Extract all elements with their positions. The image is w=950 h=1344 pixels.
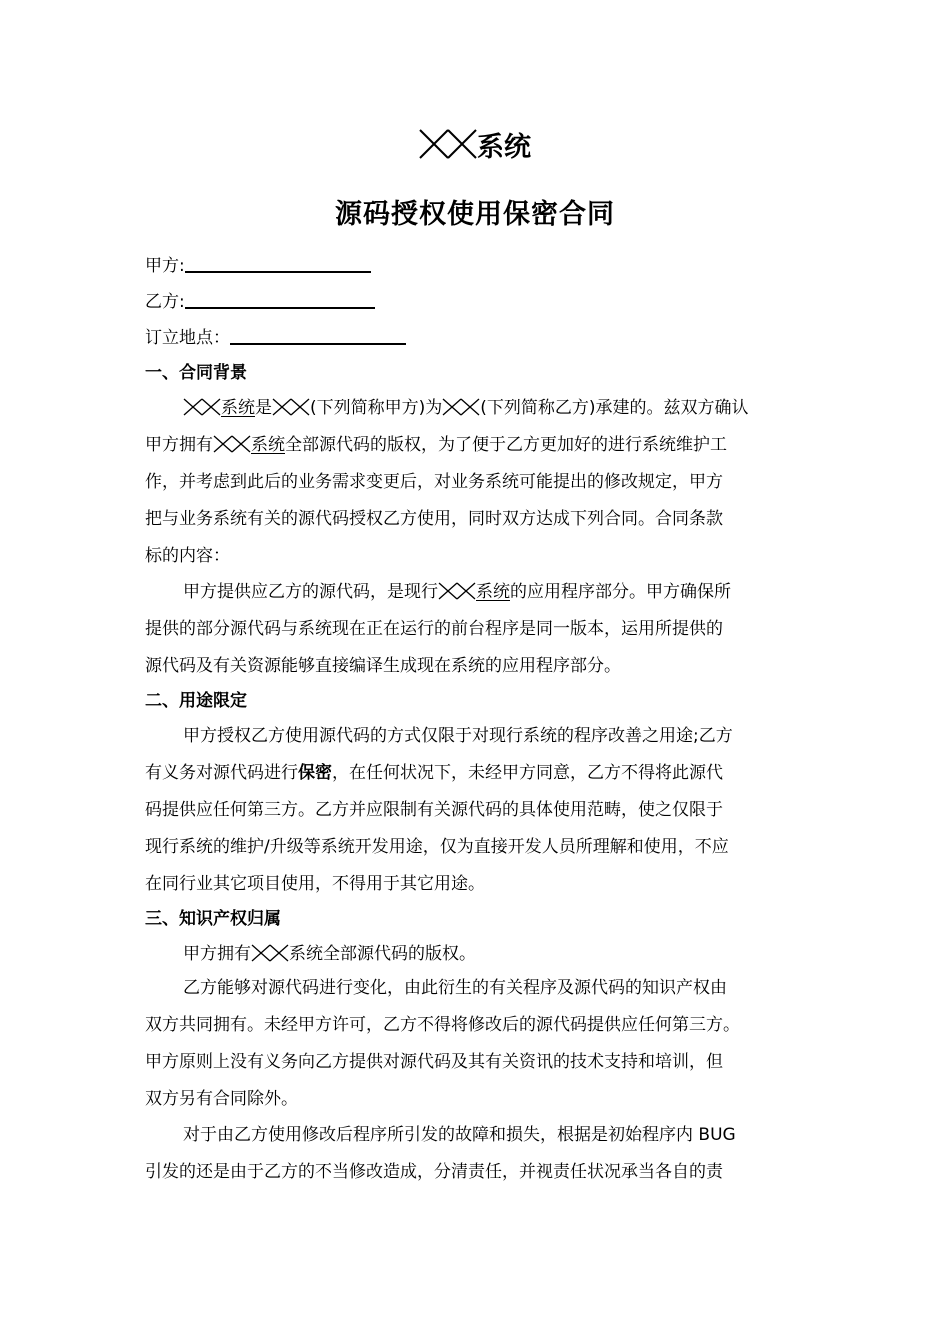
xx-placeholder-icon	[272, 398, 310, 416]
document-subtitle: 源码授权使用保密合同	[335, 199, 615, 230]
party-a-blank	[185, 253, 371, 273]
paragraph-line: 提供的部分源代码与系统现在正在运行的前台程序是同一版本，运用所提供的	[145, 619, 723, 639]
place-field: 订立地点：	[145, 325, 406, 349]
xx-placeholder-icon	[419, 129, 477, 159]
paragraph-line: 乙方能够对源代码进行变化，由此衍生的有关程序及源代码的知识产权由	[183, 978, 727, 998]
section-heading-2: 二、用途限定	[145, 691, 247, 711]
paragraph-line: 系统是 (下列简称甲方)为 (下列简称乙方)承建的。兹双方确认	[183, 396, 749, 420]
party-b-field: 乙方:	[145, 289, 375, 313]
paragraph-line: 现行系统的维护/升级等系统开发用途，仅为直接开发人员所理解和使用，不应	[145, 837, 729, 857]
paragraph-line: 把与业务系统有关的源代码授权乙方使用，同时双方达成下列合同。合同条款	[145, 509, 723, 529]
paragraph-line: 在同行业其它项目使用，不得用于其它用途。	[145, 874, 485, 894]
paragraph-line: 源代码及有关资源能够直接编译生成现在系统的应用程序部分。	[145, 656, 621, 676]
document-title: 系统	[0, 128, 950, 168]
paragraph-line: 甲方原则上没有义务向乙方提供对源代码及其有关资讯的技术支持和培训，但	[145, 1052, 723, 1072]
paragraph-line: 甲方拥有 系统全部源代码的版权，为了便于乙方更加好的进行系统维护工	[145, 435, 727, 455]
paragraph-line: 标的内容：	[145, 546, 230, 566]
place-blank	[230, 325, 406, 345]
paragraph-line: 码提供应任何第三方。乙方并应限制有关源代码的具体使用范畴，使之仅限于	[145, 800, 723, 820]
paragraph-line: 甲方提供应乙方的源代码，是现行 系统的应用程序部分。甲方确保所	[183, 582, 731, 602]
paragraph-line: 双方共同拥有。未经甲方许可，乙方不得将修改后的源代码提供应任何第三方。	[145, 1015, 740, 1035]
xx-placeholder-icon	[438, 582, 476, 600]
party-a-field: 甲方:	[145, 253, 371, 277]
paragraph-line: 有义务对源代码进行保密，在任何状况下，未经甲方同意，乙方不得将此源代	[145, 763, 723, 783]
xx-placeholder-icon	[251, 944, 289, 962]
xx-placeholder-icon	[213, 435, 251, 453]
paragraph-line: 对于由乙方使用修改后程序所引发的故障和损失，根据是初始程序内 BUG	[183, 1125, 736, 1145]
section-heading-1: 一、合同背景	[145, 363, 247, 383]
section-heading-3: 三、知识产权归属	[145, 909, 281, 929]
xx-placeholder-icon	[442, 398, 480, 416]
paragraph-line: 甲方授权乙方使用源代码的方式仅限于对现行系统的程序改善之用途;乙方	[183, 726, 733, 746]
paragraph-line: 引发的还是由于乙方的不当修改造成，分清责任，并视责任状况承当各自的责	[145, 1162, 723, 1182]
xx-placeholder-icon	[183, 398, 221, 416]
paragraph-line: 甲方拥有 系统全部源代码的版权。	[183, 944, 476, 964]
paragraph-line: 双方另有合同除外。	[145, 1089, 298, 1109]
party-b-blank	[185, 289, 375, 309]
paragraph-line: 作，并考虑到此后的业务需求变更后，对业务系统可能提出的修改规定，甲方	[145, 472, 723, 492]
